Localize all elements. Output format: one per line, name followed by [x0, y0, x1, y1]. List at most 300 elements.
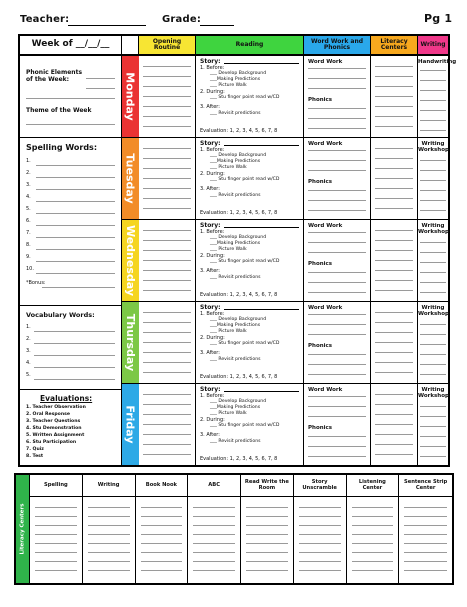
write-line: [141, 516, 183, 517]
write-line: [420, 282, 446, 283]
write-line: [375, 352, 413, 353]
write-line: [420, 416, 446, 417]
evaluation-item: 7. Quiz: [26, 447, 44, 452]
write-line: [141, 552, 183, 553]
write-line: [420, 436, 446, 437]
bonus-line[interactable]: [42, 287, 115, 288]
cell-writing-thursday[interactable]: [418, 302, 448, 384]
center-column[interactable]: [294, 475, 347, 583]
reading-picture-walk: ___ Picture Walk: [210, 165, 247, 170]
spelling-words-label: Spelling Words:: [26, 143, 98, 152]
write-line: [375, 188, 413, 189]
cell-opening-tuesday[interactable]: [139, 138, 196, 220]
write-line: [308, 108, 366, 109]
reading-before: 1. Before:: [200, 229, 225, 235]
write-line: [246, 534, 288, 535]
reading-during: 2. During:: [200, 171, 225, 177]
write-line: [141, 507, 183, 508]
reading-during: 2. During:: [200, 253, 225, 259]
vocab-number: 5.: [26, 372, 31, 378]
write-line: [375, 168, 413, 169]
write-line: [299, 534, 341, 535]
reading-picture-walk: ___ Picture Walk: [210, 83, 247, 88]
write-line: [308, 170, 366, 171]
write-line: [88, 525, 130, 526]
spelling-line[interactable]: [36, 177, 115, 178]
word-work-label: Word Work: [308, 223, 343, 229]
literacy-centers-side-label: Literacy Centers: [19, 503, 26, 555]
write-line: [404, 543, 447, 544]
write-line: [35, 516, 77, 517]
write-line: [375, 96, 413, 97]
col-word-work: [304, 36, 371, 56]
cell-centers-wednesday[interactable]: [371, 220, 418, 302]
reading-predictions: ___Making Predictions: [210, 77, 261, 82]
reading-revisit: ___ Revisit predictions: [210, 439, 261, 444]
story-line[interactable]: [224, 391, 299, 392]
evaluation-item: 1. Teacher Observation: [26, 405, 86, 410]
write-line: [35, 561, 77, 562]
evaluation-item: 2. Oral Response: [26, 412, 70, 417]
write-line: [143, 454, 191, 455]
cell-wordwork-friday[interactable]: [304, 384, 371, 465]
write-line: [141, 543, 183, 544]
write-line: [246, 552, 288, 553]
write-line: [246, 543, 288, 544]
spelling-number: 4.: [26, 194, 31, 200]
spelling-number: 9.: [26, 254, 31, 260]
day-label: Monday: [124, 72, 137, 121]
cell-wordwork-thursday[interactable]: [304, 302, 371, 384]
write-line: [375, 394, 413, 395]
col-writing: [418, 36, 448, 56]
write-line: [143, 270, 191, 271]
write-line: [88, 507, 130, 508]
write-line: [420, 292, 446, 293]
write-line: [143, 322, 191, 323]
write-line: [308, 252, 366, 253]
phonics-label: Phonics: [308, 261, 333, 267]
cell-centers-monday[interactable]: [371, 56, 418, 138]
literacy-centers-table: [14, 473, 454, 585]
write-line: [375, 280, 413, 281]
center-column[interactable]: [83, 475, 136, 583]
col-label: Reading: [235, 40, 264, 48]
evaluation-item: 8. Test: [26, 454, 44, 459]
reading-stu-finger: ___ Stu finger point read w/CD: [210, 423, 280, 428]
write-line: [375, 342, 413, 343]
center-column[interactable]: [347, 475, 400, 583]
reading-before: 1. Before:: [200, 311, 225, 317]
cell-wordwork-tuesday[interactable]: [304, 138, 371, 220]
spelling-number: 6.: [26, 218, 31, 224]
write-line: [193, 525, 235, 526]
write-line: [308, 272, 366, 273]
write-line: [35, 525, 77, 526]
reading-develop: ___ Develop Background: [210, 317, 267, 322]
cell-writing-monday[interactable]: [418, 56, 457, 138]
write-line: [143, 66, 191, 67]
reading-after: 3. After:: [200, 186, 220, 192]
weekly-planner: [18, 34, 457, 467]
write-line: [308, 200, 366, 201]
write-line: [143, 394, 191, 395]
write-line: [420, 344, 446, 345]
center-column[interactable]: [136, 475, 189, 583]
write-line: [375, 158, 413, 159]
write-line: [35, 507, 77, 508]
write-line: [375, 86, 413, 87]
write-line: [308, 160, 366, 161]
write-line: [404, 570, 447, 571]
write-line: [352, 552, 394, 553]
center-header: Listening Center: [347, 475, 399, 497]
write-line: [420, 354, 446, 355]
write-line: [308, 396, 366, 397]
word-work-label: Word Work: [308, 387, 343, 393]
write-line: [299, 525, 341, 526]
spelling-number: 10.: [26, 266, 34, 272]
write-line: [35, 534, 77, 535]
spelling-number: 2.: [26, 170, 31, 176]
reading-picture-walk: ___ Picture Walk: [210, 329, 247, 334]
write-line: [420, 272, 446, 273]
write-line: [143, 312, 191, 313]
cell-reading-tuesday[interactable]: [196, 138, 304, 220]
phonic-theme-section: [20, 56, 122, 138]
story-line[interactable]: [224, 63, 299, 64]
write-line: [193, 516, 235, 517]
write-line: [246, 507, 288, 508]
reading-predictions: ___Making Predictions: [210, 323, 261, 328]
cell-opening-wednesday[interactable]: [139, 220, 196, 302]
write-line: [299, 507, 341, 508]
write-line: [88, 570, 130, 571]
col-literacy-centers: [371, 36, 418, 56]
write-line: [35, 552, 77, 553]
week-of-text: Week of __/__/__: [31, 39, 110, 50]
write-line: [420, 130, 446, 131]
write-line: [143, 158, 191, 159]
write-line: [143, 260, 191, 261]
handwriting-label: Handwriting: [418, 59, 457, 65]
write-line: [141, 534, 183, 535]
write-line: [308, 456, 366, 457]
reading-after: 3. After:: [200, 104, 220, 110]
cell-reading-thursday[interactable]: [196, 302, 304, 384]
write-line: [375, 230, 413, 231]
reading-revisit: ___ Revisit predictions: [210, 275, 261, 280]
day-label: Wednesday: [124, 224, 138, 297]
write-line: [375, 290, 413, 291]
write-line: [35, 570, 77, 571]
cell-wordwork-wednesday[interactable]: [304, 220, 371, 302]
write-line: [308, 150, 366, 151]
write-line: [143, 178, 191, 179]
write-line: [88, 561, 130, 562]
write-line: [420, 252, 446, 253]
write-line: [308, 68, 366, 69]
spelling-line[interactable]: [36, 237, 115, 238]
write-line: [308, 78, 366, 79]
page-number: Pg 1: [424, 12, 453, 25]
cell-writing-friday[interactable]: [418, 384, 448, 465]
write-line: [404, 507, 447, 508]
spelling-line[interactable]: [36, 273, 115, 274]
theme-line[interactable]: [26, 124, 115, 125]
write-line: [375, 260, 413, 261]
spelling-line[interactable]: [36, 249, 115, 250]
evaluation-item: 5. Written Assignment: [26, 433, 85, 438]
phonic-line[interactable]: [86, 78, 115, 79]
day-wednesday: [122, 220, 139, 302]
story-line[interactable]: [224, 145, 299, 146]
write-line: [143, 168, 191, 169]
write-line: [308, 416, 366, 417]
reading-picture-walk: ___ Picture Walk: [210, 411, 247, 416]
reading-revisit: ___ Revisit predictions: [210, 111, 261, 116]
write-line: [308, 88, 366, 89]
write-line: [420, 242, 446, 243]
center-header: ABC: [188, 475, 240, 497]
write-line: [404, 516, 447, 517]
write-line: [375, 178, 413, 179]
write-line: [420, 100, 446, 101]
spelling-line[interactable]: [36, 261, 115, 262]
write-line: [143, 342, 191, 343]
reading-evaluation: Evaluation: 1, 2, 3, 4, 5, 6, 7, 8: [200, 128, 278, 134]
teacher-line[interactable]: [68, 25, 146, 26]
write-line: [375, 240, 413, 241]
writing-workshop-label: Writing Workshop: [418, 223, 449, 236]
cell-reading-monday[interactable]: [196, 56, 304, 138]
reading-evaluation: Evaluation: 1, 2, 3, 4, 5, 6, 7, 8: [200, 456, 278, 462]
spelling-line[interactable]: [36, 225, 115, 226]
write-line: [375, 424, 413, 425]
write-line: [299, 516, 341, 517]
write-line: [420, 334, 446, 335]
phonic-line[interactable]: [26, 98, 115, 99]
write-line: [404, 561, 447, 562]
write-line: [420, 374, 446, 375]
write-line: [352, 525, 394, 526]
reading-develop: ___ Develop Background: [210, 71, 267, 76]
col-opening-routine: [139, 36, 196, 56]
write-line: [143, 106, 191, 107]
write-line: [193, 507, 235, 508]
write-line: [352, 561, 394, 562]
vocab-line[interactable]: [34, 343, 115, 344]
spelling-line[interactable]: [36, 213, 115, 214]
bonus-label: *Bonus:: [26, 280, 46, 286]
vocab-line[interactable]: [34, 379, 115, 380]
reading-after: 3. After:: [200, 350, 220, 356]
spelling-number: 7.: [26, 230, 31, 236]
cell-centers-thursday[interactable]: [371, 302, 418, 384]
phonic-line[interactable]: [86, 88, 115, 89]
write-line: [143, 444, 191, 445]
reading-before: 1. Before:: [200, 393, 225, 399]
center-header: Read Write the Room: [241, 475, 293, 497]
write-line: [299, 570, 341, 571]
write-line: [375, 404, 413, 405]
center-header: Story Unscramble: [294, 475, 346, 497]
write-line: [420, 446, 446, 447]
reading-revisit: ___ Revisit predictions: [210, 357, 261, 362]
spelling-number: 1.: [26, 158, 31, 164]
write-line: [308, 446, 366, 447]
cell-centers-tuesday[interactable]: [371, 138, 418, 220]
word-work-label: Word Work: [308, 59, 343, 65]
write-line: [143, 404, 191, 405]
reading-develop: ___ Develop Background: [210, 235, 267, 240]
write-line: [308, 118, 366, 119]
writing-workshop-label: Writing Workshop: [418, 305, 449, 318]
write-line: [308, 292, 366, 293]
write-line: [143, 188, 191, 189]
write-line: [352, 516, 394, 517]
spelling-number: 8.: [26, 242, 31, 248]
cell-centers-friday[interactable]: [371, 384, 418, 465]
write-line: [143, 352, 191, 353]
phonic-elements-label: Phonic Elements of the Week:: [26, 69, 83, 83]
story-line[interactable]: [224, 309, 299, 310]
write-line: [375, 434, 413, 435]
write-line: [308, 324, 366, 325]
write-line: [420, 262, 446, 263]
write-line: [246, 525, 288, 526]
write-line: [404, 534, 447, 535]
day-label: Thursday: [124, 313, 137, 372]
write-line: [420, 70, 446, 71]
write-line: [420, 324, 446, 325]
center-column[interactable]: [30, 475, 83, 583]
reading-after: 3. After:: [200, 432, 220, 438]
vocab-number: 3.: [26, 348, 31, 354]
reading-predictions: ___Making Predictions: [210, 405, 261, 410]
spelling-line[interactable]: [36, 165, 115, 166]
reading-story: Story:: [200, 140, 221, 147]
cell-opening-thursday[interactable]: [139, 302, 196, 384]
write-line: [375, 454, 413, 455]
day-friday: [122, 384, 139, 465]
vocab-line[interactable]: [34, 331, 115, 332]
write-line: [375, 208, 413, 209]
spelling-line[interactable]: [36, 189, 115, 190]
grade-line[interactable]: [200, 25, 234, 26]
reading-story: Story:: [200, 386, 221, 393]
write-line: [143, 280, 191, 281]
reading-stu-finger: ___ Stu finger point read w/CD: [210, 341, 280, 346]
write-line: [143, 332, 191, 333]
write-line: [308, 128, 366, 129]
evaluations-section: [20, 390, 122, 465]
reading-story: Story:: [200, 222, 221, 229]
cell-writing-wednesday[interactable]: [418, 220, 448, 302]
write-line: [35, 543, 77, 544]
reading-story: Story:: [200, 304, 221, 311]
theme-label: Theme of the Week: [26, 107, 92, 114]
center-column[interactable]: [241, 475, 294, 583]
write-line: [420, 364, 446, 365]
cell-wordwork-monday[interactable]: [304, 56, 371, 138]
center-column[interactable]: [188, 475, 241, 583]
spelling-line[interactable]: [36, 201, 115, 202]
write-line: [88, 534, 130, 535]
reading-picture-walk: ___ Picture Walk: [210, 247, 247, 252]
write-line: [193, 543, 235, 544]
reading-before: 1. Before:: [200, 65, 225, 71]
reading-story: Story:: [200, 58, 221, 65]
write-line: [143, 86, 191, 87]
writing-workshop-label: Writing Workshop: [418, 387, 449, 400]
write-line: [308, 232, 366, 233]
write-line: [420, 200, 446, 201]
col-label: Word Work and Phonics: [310, 37, 364, 51]
word-work-label: Word Work: [308, 305, 343, 311]
reading-revisit: ___ Revisit predictions: [210, 193, 261, 198]
literacy-centers-strip: [16, 475, 30, 583]
write-line: [88, 552, 130, 553]
evaluation-item: 3. Teacher Questions: [26, 419, 81, 424]
write-line: [375, 66, 413, 67]
write-line: [420, 180, 446, 181]
vocabulary-words-label: Vocabulary Words:: [26, 311, 95, 319]
evaluations-label: Evaluations:: [40, 394, 93, 403]
evaluation-item: 6. Stu Participation: [26, 440, 77, 445]
day-label: Tuesday: [124, 153, 138, 204]
write-line: [375, 332, 413, 333]
vocab-number: 1.: [26, 324, 31, 330]
write-line: [143, 434, 191, 435]
write-line: [420, 456, 446, 457]
phonics-label: Phonics: [308, 343, 333, 349]
cell-opening-friday[interactable]: [139, 384, 196, 465]
write-line: [420, 210, 446, 211]
center-column[interactable]: [399, 475, 452, 583]
write-line: [143, 240, 191, 241]
write-line: [308, 314, 366, 315]
vocab-line[interactable]: [34, 367, 115, 368]
write-line: [308, 282, 366, 283]
vocab-line[interactable]: [34, 355, 115, 356]
write-line: [143, 414, 191, 415]
write-line: [375, 312, 413, 313]
write-line: [143, 116, 191, 117]
write-line: [143, 148, 191, 149]
write-line: [143, 250, 191, 251]
cell-reading-wednesday[interactable]: [196, 220, 304, 302]
reading-before: 1. Before:: [200, 147, 225, 153]
write-line: [375, 414, 413, 415]
write-line: [246, 561, 288, 562]
write-line: [375, 126, 413, 127]
write-line: [88, 543, 130, 544]
center-header: Spelling: [30, 475, 82, 497]
write-line: [404, 552, 447, 553]
reading-during: 2. During:: [200, 89, 225, 95]
write-line: [143, 372, 191, 373]
story-line[interactable]: [224, 227, 299, 228]
cell-opening-monday[interactable]: [139, 56, 196, 138]
cell-reading-friday[interactable]: [196, 384, 304, 465]
write-line: [375, 270, 413, 271]
cell-writing-tuesday[interactable]: [418, 138, 448, 220]
spelling-number: 3.: [26, 182, 31, 188]
col-label: Opening Routine: [152, 37, 182, 51]
reading-after: 3. After:: [200, 268, 220, 274]
grade-label: Grade:: [162, 14, 202, 25]
